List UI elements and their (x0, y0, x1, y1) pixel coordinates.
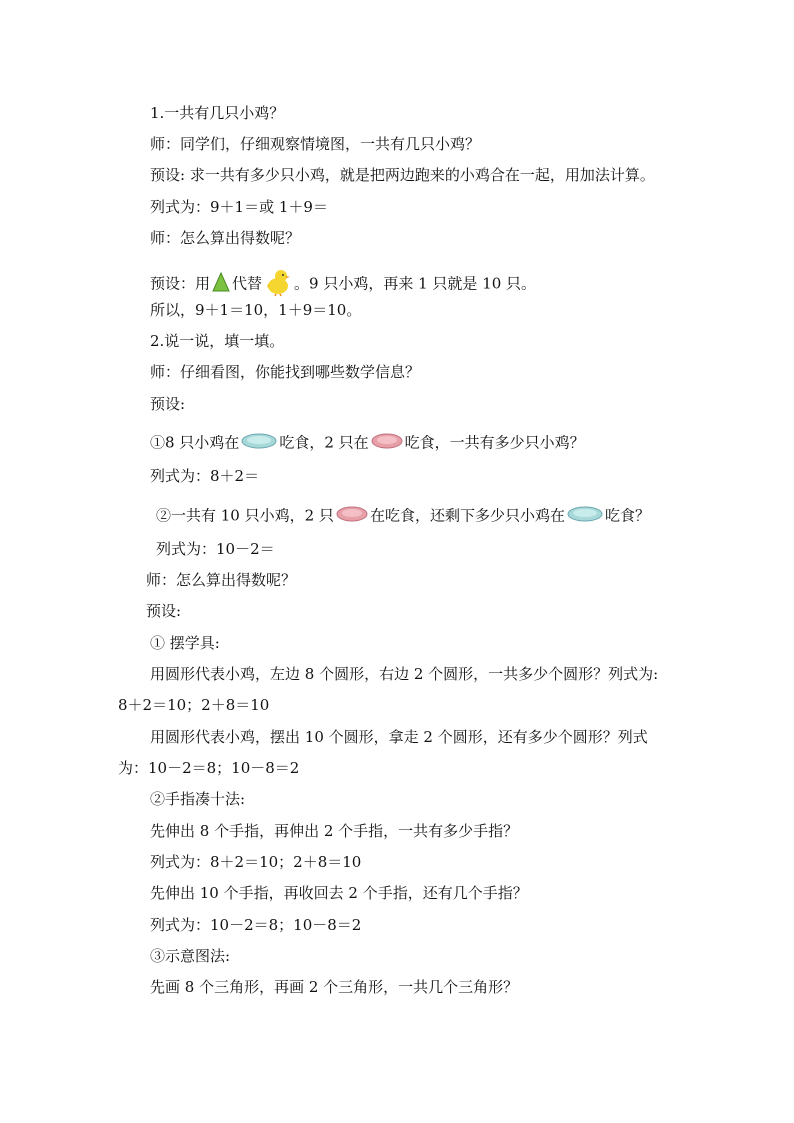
teacher-question-2: 师：怎么算出得数呢？ (150, 229, 301, 247)
equation-3: 列式为：10－2＝ (156, 540, 275, 558)
method-1-text-b: 用圆形代表小鸡，摆出 10 个圆形，拿走 2 个圆形，还有多少个圆形？列式 (150, 728, 648, 746)
blue-plate-icon (567, 505, 603, 528)
preset-label-2: 预设: (146, 602, 182, 620)
question-b (156, 505, 650, 531)
method-2-equation-b: 列式为：10－2＝8；10－8＝2 (150, 916, 362, 934)
preset-2-part-c: 。9 只小鸡，再来 1 只就是 10 只。 (294, 274, 537, 293)
equation-2: 列式为：8＋2＝ (150, 467, 260, 485)
preset-2-part-b: 代替 (232, 274, 263, 293)
question-a (150, 432, 585, 458)
preset-2-part-a: 预设：用 (150, 274, 211, 293)
question-b-part-2: 在吃食，还剩下多少只小鸡在 (369, 506, 565, 525)
equation-1: 列式为：9＋1＝或 1＋9＝ (150, 198, 328, 216)
preset-2 (150, 267, 536, 293)
question-a-part-1: ①8 只小鸡在 (150, 433, 240, 452)
heading-1: 1.一共有几只小鸡？ (150, 104, 285, 122)
question-b-part-1: ②一共有 10 只小鸡，2 只 (156, 506, 334, 525)
method-2-text-a: 先伸出 8 个手指，再伸出 2 个手指，一共有多少手指？ (150, 822, 519, 840)
method-3-title: ③示意图法: (150, 947, 231, 965)
method-2-equation-a: 列式为：8＋2＝10；2＋8＝10 (150, 853, 362, 871)
question-b-part-3: 吃食？ (604, 506, 650, 525)
method-1-equation-b: 为：10－2＝8；10－8＝2 (118, 759, 300, 777)
blue-plate-icon (241, 432, 277, 455)
method-1-title: ① 摆学具: (150, 634, 220, 652)
chick-icon (264, 267, 292, 302)
method-2-title: ②手指凑十法: (150, 790, 246, 808)
question-a-part-2: 吃食，2 只在 (279, 433, 369, 452)
pink-plate-icon (336, 505, 368, 528)
preset-1: 预设: 求一共有多少只小鸡，就是把两边跑来的小鸡合在一起，用加法计算。 (150, 166, 655, 184)
teacher-question-1: 师：同学们，仔细观察情境图，一共有几只小鸡？ (150, 135, 481, 153)
triangle-icon (212, 272, 230, 297)
question-a-part-3: 吃食，一共有多少只小鸡？ (404, 433, 585, 452)
pink-plate-icon (371, 432, 403, 455)
teacher-question-4: 师：怎么算出得数呢？ (146, 571, 297, 589)
preset-label-1: 预设: (150, 395, 186, 413)
conclusion-1: 所以，9＋1＝10，1＋9＝10。 (150, 301, 362, 319)
heading-2: 2.说一说，填一填。 (150, 332, 285, 350)
method-1-equation-a: 8＋2＝10；2＋8＝10 (118, 696, 270, 714)
method-2-text-b: 先伸出 10 个手指，再收回去 2 个手指，还有几个手指？ (150, 884, 528, 902)
teacher-question-3: 师：仔细看图，你能找到哪些数学信息？ (150, 363, 421, 381)
method-1-text-a: 用圆形代表小鸡，左边 8 个圆形，右边 2 个圆形，一共多少个圆形？列式为: (150, 665, 659, 683)
method-3-text-a: 先画 8 个三角形，再画 2 个三角形，一共几个三角形？ (150, 978, 519, 996)
